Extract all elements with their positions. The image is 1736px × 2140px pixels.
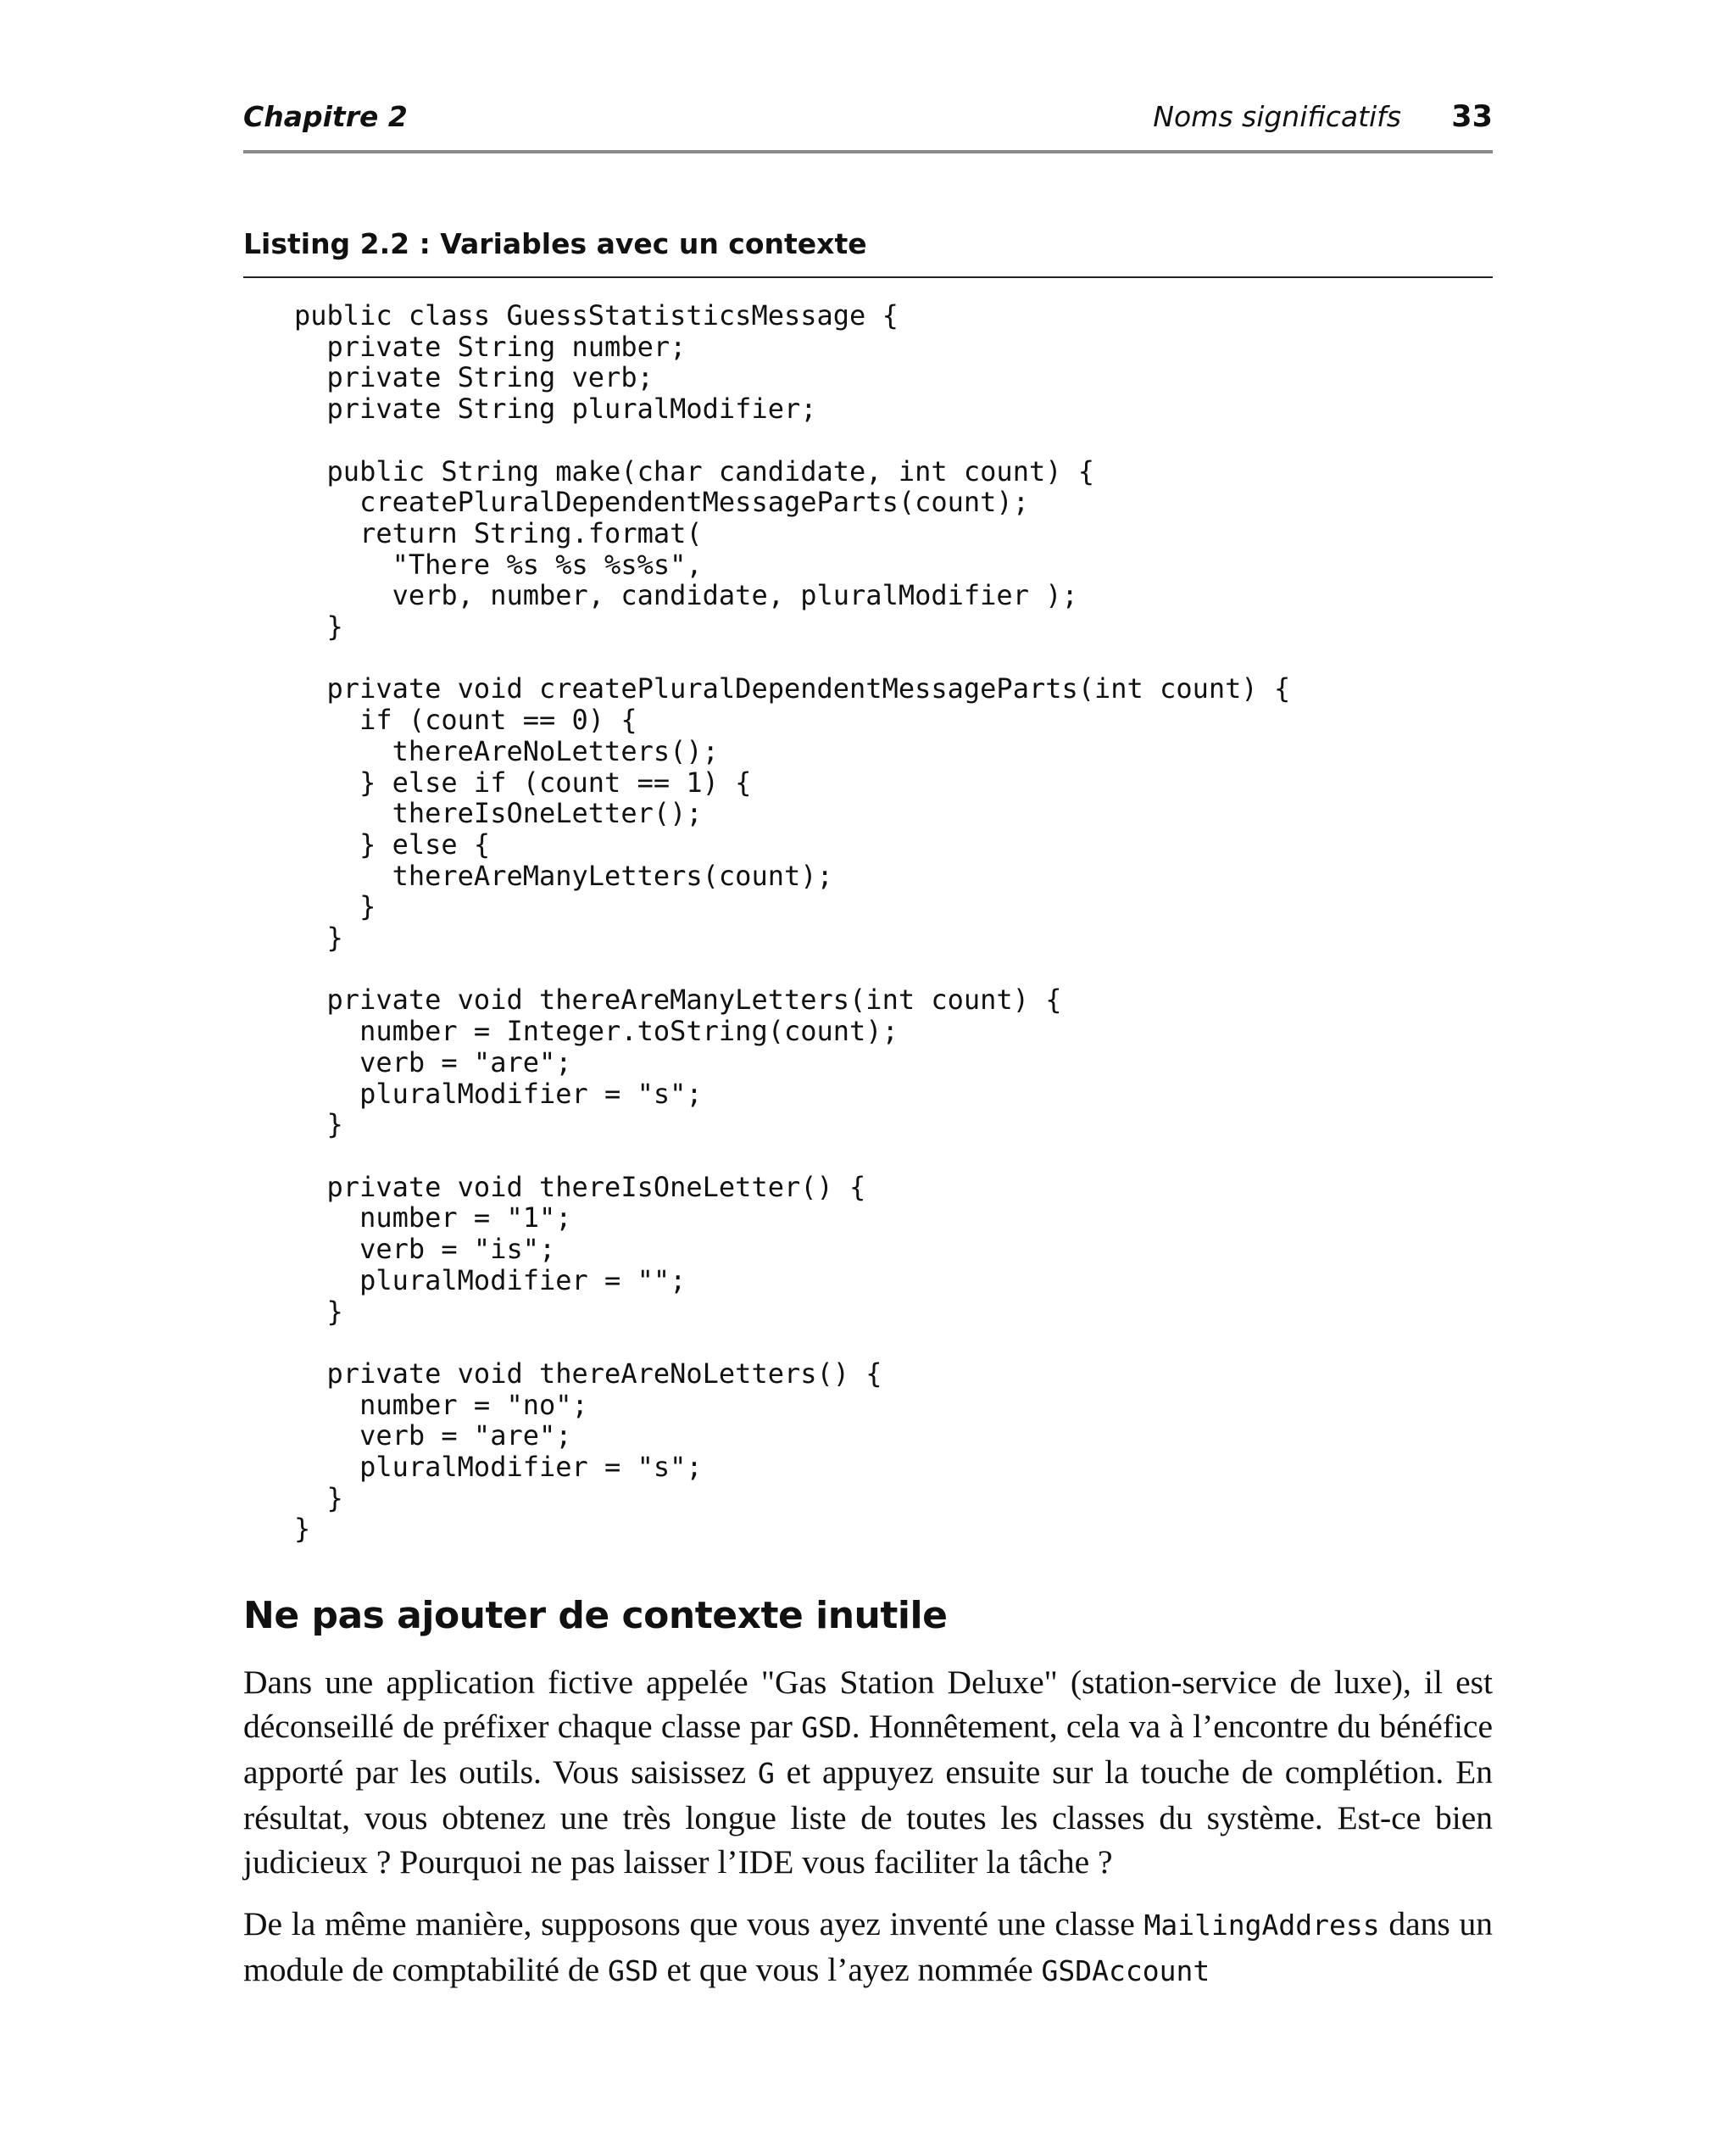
paragraph-text: et appuyez ensuite sur la touche de complétion. En résultat, vous obtenez une très longue liste de toutes les classes du système. Est-ce bien judicieux ? Pourquoi ne pas laisser l’IDE vous faciliter la tâche ? xyxy=(243,1753,1493,1881)
paragraph-text: Dans une application fictive appelée "Gas Station Deluxe" (station-service de luxe), il est déconseillé de préfixer chaque classe par xyxy=(243,1664,1493,1745)
inline-code: G xyxy=(757,1757,775,1790)
inline-code: MailingAddress xyxy=(1143,1909,1380,1942)
body-paragraph xyxy=(243,1902,1493,1993)
chapter-label: Chapitre 2 xyxy=(243,100,408,133)
running-head xyxy=(243,100,1493,139)
inline-code: GSD xyxy=(801,1711,852,1744)
inline-code: GSDAccount xyxy=(1041,1954,1210,1987)
paragraph-text: dans un module de comptabilité de xyxy=(243,1905,1494,1988)
section-heading: Ne pas ajouter de contexte inutile xyxy=(243,1594,948,1637)
inline-code: GSD xyxy=(608,1954,659,1987)
paragraph-text: De la même manière, supposons que vous ayez inventé une classe xyxy=(243,1905,1144,1942)
header-rule xyxy=(243,150,1493,153)
listing-caption: Listing 2.2 : Variables avec un contexte xyxy=(243,227,867,260)
chapter-title: Noms significatifs xyxy=(1153,100,1401,133)
listing-rule xyxy=(243,276,1493,278)
paragraph-text: et que vous l’ayez nommée xyxy=(658,1951,1042,1988)
body-paragraph xyxy=(243,1660,1493,1884)
paragraph-text: . Honnêtement, cela va à l’encontre du bénéfice apporté par les outils. Vous saisissez xyxy=(243,1708,1493,1791)
page-number: 33 xyxy=(1451,100,1493,134)
code-listing: public class GuessStatisticsMessage { private String number; private String verb; private String pluralModifier; public String make(char candidate, int count) { createPluralDependentMessageParts(count); return String.format( "There %s %s %s%s", verb, number, candidate, pluralModifier ); } private void createPluralDependentMessageParts(int count) { if (count == 0) { thereAreNoLetters(); } else if (count == 1) { thereIsOneLetter(); } else { thereAreManyLetters(count); } } private void thereAreManyLetters(int count) { number = Integer.toString(count); verb = "are"; pluralModifier = "s"; } private void thereIsOneLetter() { number = "1"; verb = "is"; pluralModifier = ""; } private void thereAreNoLetters() { number = "no"; verb = "are"; pluralModifier = "s"; } } xyxy=(294,299,1291,1546)
